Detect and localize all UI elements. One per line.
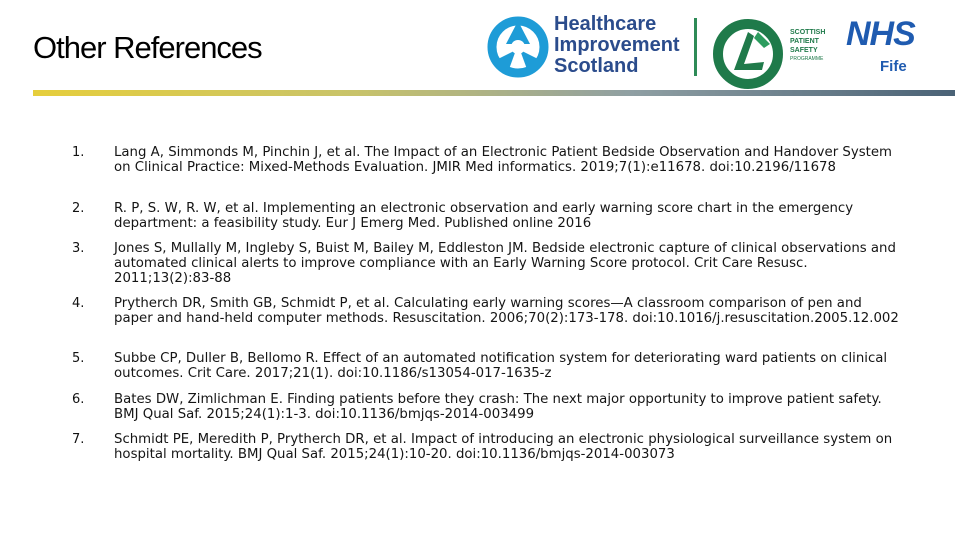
reference-text: R. P, S. W, R. W, et al. Implementing an electronic observation and early warning score chart in the emergency department: a feasibility study. Eur J Emerg Med. Published online 2016: [114, 201, 854, 231]
spsp-line-2: PATIENT: [790, 38, 819, 45]
reference-text: Bates DW, Zimlichman E. Finding patients before they crash: The next major opportunity to improve patient safety. BMJ Qual Saf. 2015;24(1):1-3. doi:10.1136/bmjqs-2014-003499: [114, 392, 882, 422]
reference-number: 2.: [72, 201, 85, 216]
nhs-wordmark: NHS: [846, 15, 915, 53]
his-line-2: Improvement: [554, 34, 680, 56]
reference-number: 4.: [72, 296, 85, 311]
page-title: Other References: [33, 30, 262, 65]
spsp-line-4: PROGRAMME: [790, 56, 824, 62]
spsp-line-3: SAFETY: [790, 47, 818, 54]
reference-text: Schmidt PE, Meredith P, Prytherch DR, et al. Impact of introducing an electronic physiological surveillance system on hospital mortality. BMJ Qual Saf. 2015;24(1):10-20. doi:10.1136/bmjqs-2014-003073: [114, 432, 893, 462]
reference-text: Jones S, Mullally M, Ingleby S, Buist M, Bailey M, Eddleston JM. Bedside electronic capture of clinical observations and automated clinical alerts to improve compliance with an Early Warning Score protocol. Crit Care Resusc. 2011;13(2):83-88: [114, 241, 896, 286]
spsp-line-1: SCOTTISH: [790, 29, 826, 36]
reference-number: 1.: [72, 145, 85, 160]
reference-number: 3.: [72, 241, 85, 256]
reference-number: 5.: [72, 351, 85, 366]
reference-text: Lang A, Simmonds M, Pinchin J, et al. The Impact of an Electronic Patient Bedside Observation and Handover System on Clinical Practice: Mixed-Methods Evaluation. JMIR Med informatics. 2019;7(1):e11678. doi:10.2196/11678: [114, 145, 892, 175]
reference-number: 7.: [72, 432, 85, 447]
reference-text: Prytherch DR, Smith GB, Schmidt P, et al. Calculating early warning scores—A classroom comparison of pen and paper and hand-held computer methods. Resuscitation. 2006;70(2):173-178. doi:10.1016/j.resuscitation.2005.12.002: [114, 296, 899, 326]
his-line-3: Scotland: [554, 55, 639, 77]
his-emblem-icon: [486, 14, 550, 80]
nhs-fife-logo: [846, 14, 938, 80]
spsp-wordmark: [790, 28, 825, 64]
his-line-1: Healthcare: [554, 13, 657, 35]
logo-divider: [694, 18, 697, 76]
spsp-logo: [708, 14, 834, 92]
header-gradient-rule: [33, 90, 955, 96]
spsp-emblem-icon: [708, 14, 788, 92]
healthcare-improvement-scotland-logo: [486, 14, 690, 80]
reference-text: Subbe CP, Duller B, Bellomo R. Effect of an automated notification system for deteriorating ward patients on clinical outcomes. Crit Care. 2017;21(1). doi:10.1186/s13054-017-1635-z: [114, 351, 888, 381]
reference-number: 6.: [72, 392, 85, 407]
his-wordmark: [554, 14, 680, 77]
nhs-board-name: Fife: [880, 58, 907, 75]
